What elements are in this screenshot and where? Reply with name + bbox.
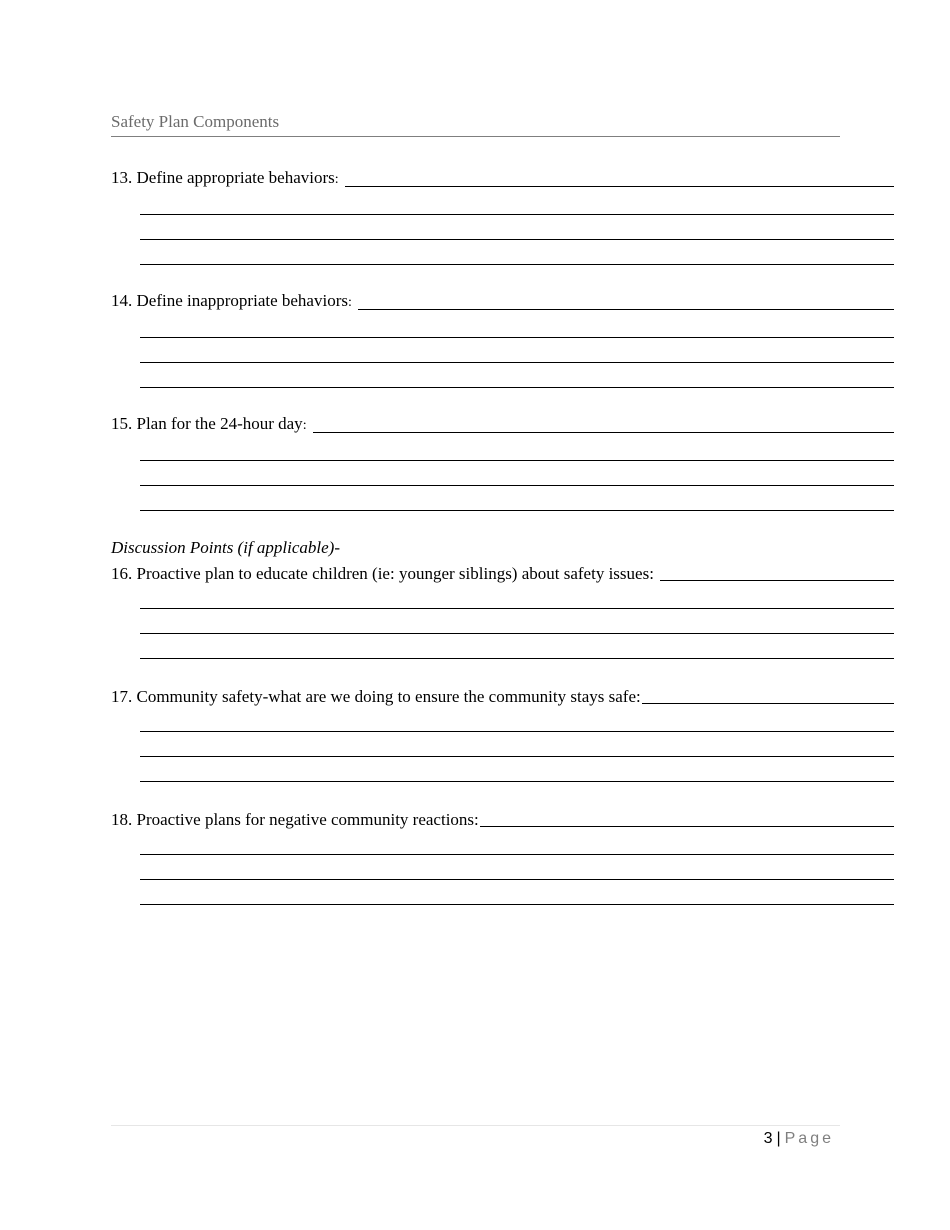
question-15-answer-line-1[interactable]	[140, 436, 894, 461]
question-15	[111, 414, 894, 511]
question-18-answer-field[interactable]	[480, 808, 894, 827]
running-header: Safety Plan Components	[111, 112, 840, 137]
question-17-line	[111, 685, 894, 707]
question-14	[111, 291, 894, 388]
question-18-line	[111, 808, 894, 830]
question-16-answer-line-1[interactable]	[140, 584, 894, 609]
question-18-label: 18. Proactive plans for negative community reactions:	[111, 810, 479, 829]
question-16-answer-field[interactable]	[660, 562, 894, 581]
footer-rule	[111, 1125, 840, 1126]
question-14-answer-line-2[interactable]	[140, 338, 894, 363]
page-number: 3	[763, 1130, 773, 1147]
page-word: Page	[784, 1130, 834, 1147]
question-16-answer-line-3[interactable]	[140, 634, 894, 659]
question-13-line	[111, 168, 894, 190]
question-13-label: 13. Define appropriate behaviors:	[111, 168, 339, 187]
question-17-answer-line-1[interactable]	[140, 707, 894, 732]
question-16-label: 16. Proactive plan to educate children (ie: younger siblings) about safety issues:	[111, 564, 654, 583]
question-15-line	[111, 414, 894, 436]
question-14-answer-field[interactable]	[358, 291, 894, 310]
question-14-answer-line-1[interactable]	[140, 313, 894, 338]
question-13	[111, 168, 894, 265]
question-14-label: 14. Define inappropriate behaviors:	[111, 291, 352, 310]
question-15-answer-field[interactable]	[313, 414, 894, 433]
question-13-answer-line-3[interactable]	[140, 240, 894, 265]
question-18-answer-line-2[interactable]	[140, 855, 894, 880]
question-17-label: 17. Community safety-what are we doing to ensure the community stays safe:	[111, 687, 641, 706]
footer-separator: |	[776, 1130, 781, 1147]
question-18-answer-line-3[interactable]	[140, 880, 894, 905]
question-14-answer-line-3[interactable]	[140, 363, 894, 388]
page-footer	[764, 1129, 834, 1149]
discussion-section	[111, 538, 894, 659]
question-18-answer-line-1[interactable]	[140, 830, 894, 855]
question-14-line	[111, 291, 894, 313]
discussion-heading: Discussion Points (if applicable)-	[111, 538, 341, 557]
question-15-answer-line-3[interactable]	[140, 486, 894, 511]
question-13-answer-line-1[interactable]	[140, 190, 894, 215]
question-16-line	[111, 562, 894, 584]
question-13-answer-line-2[interactable]	[140, 215, 894, 240]
question-16-answer-line-2[interactable]	[140, 609, 894, 634]
question-18	[111, 808, 894, 905]
question-17-answer-line-2[interactable]	[140, 732, 894, 757]
question-15-answer-line-2[interactable]	[140, 461, 894, 486]
question-13-answer-field[interactable]	[345, 168, 894, 187]
question-15-label: 15. Plan for the 24-hour day:	[111, 414, 307, 433]
question-17	[111, 685, 894, 782]
question-17-answer-line-3[interactable]	[140, 757, 894, 782]
question-17-answer-field[interactable]	[642, 685, 894, 704]
